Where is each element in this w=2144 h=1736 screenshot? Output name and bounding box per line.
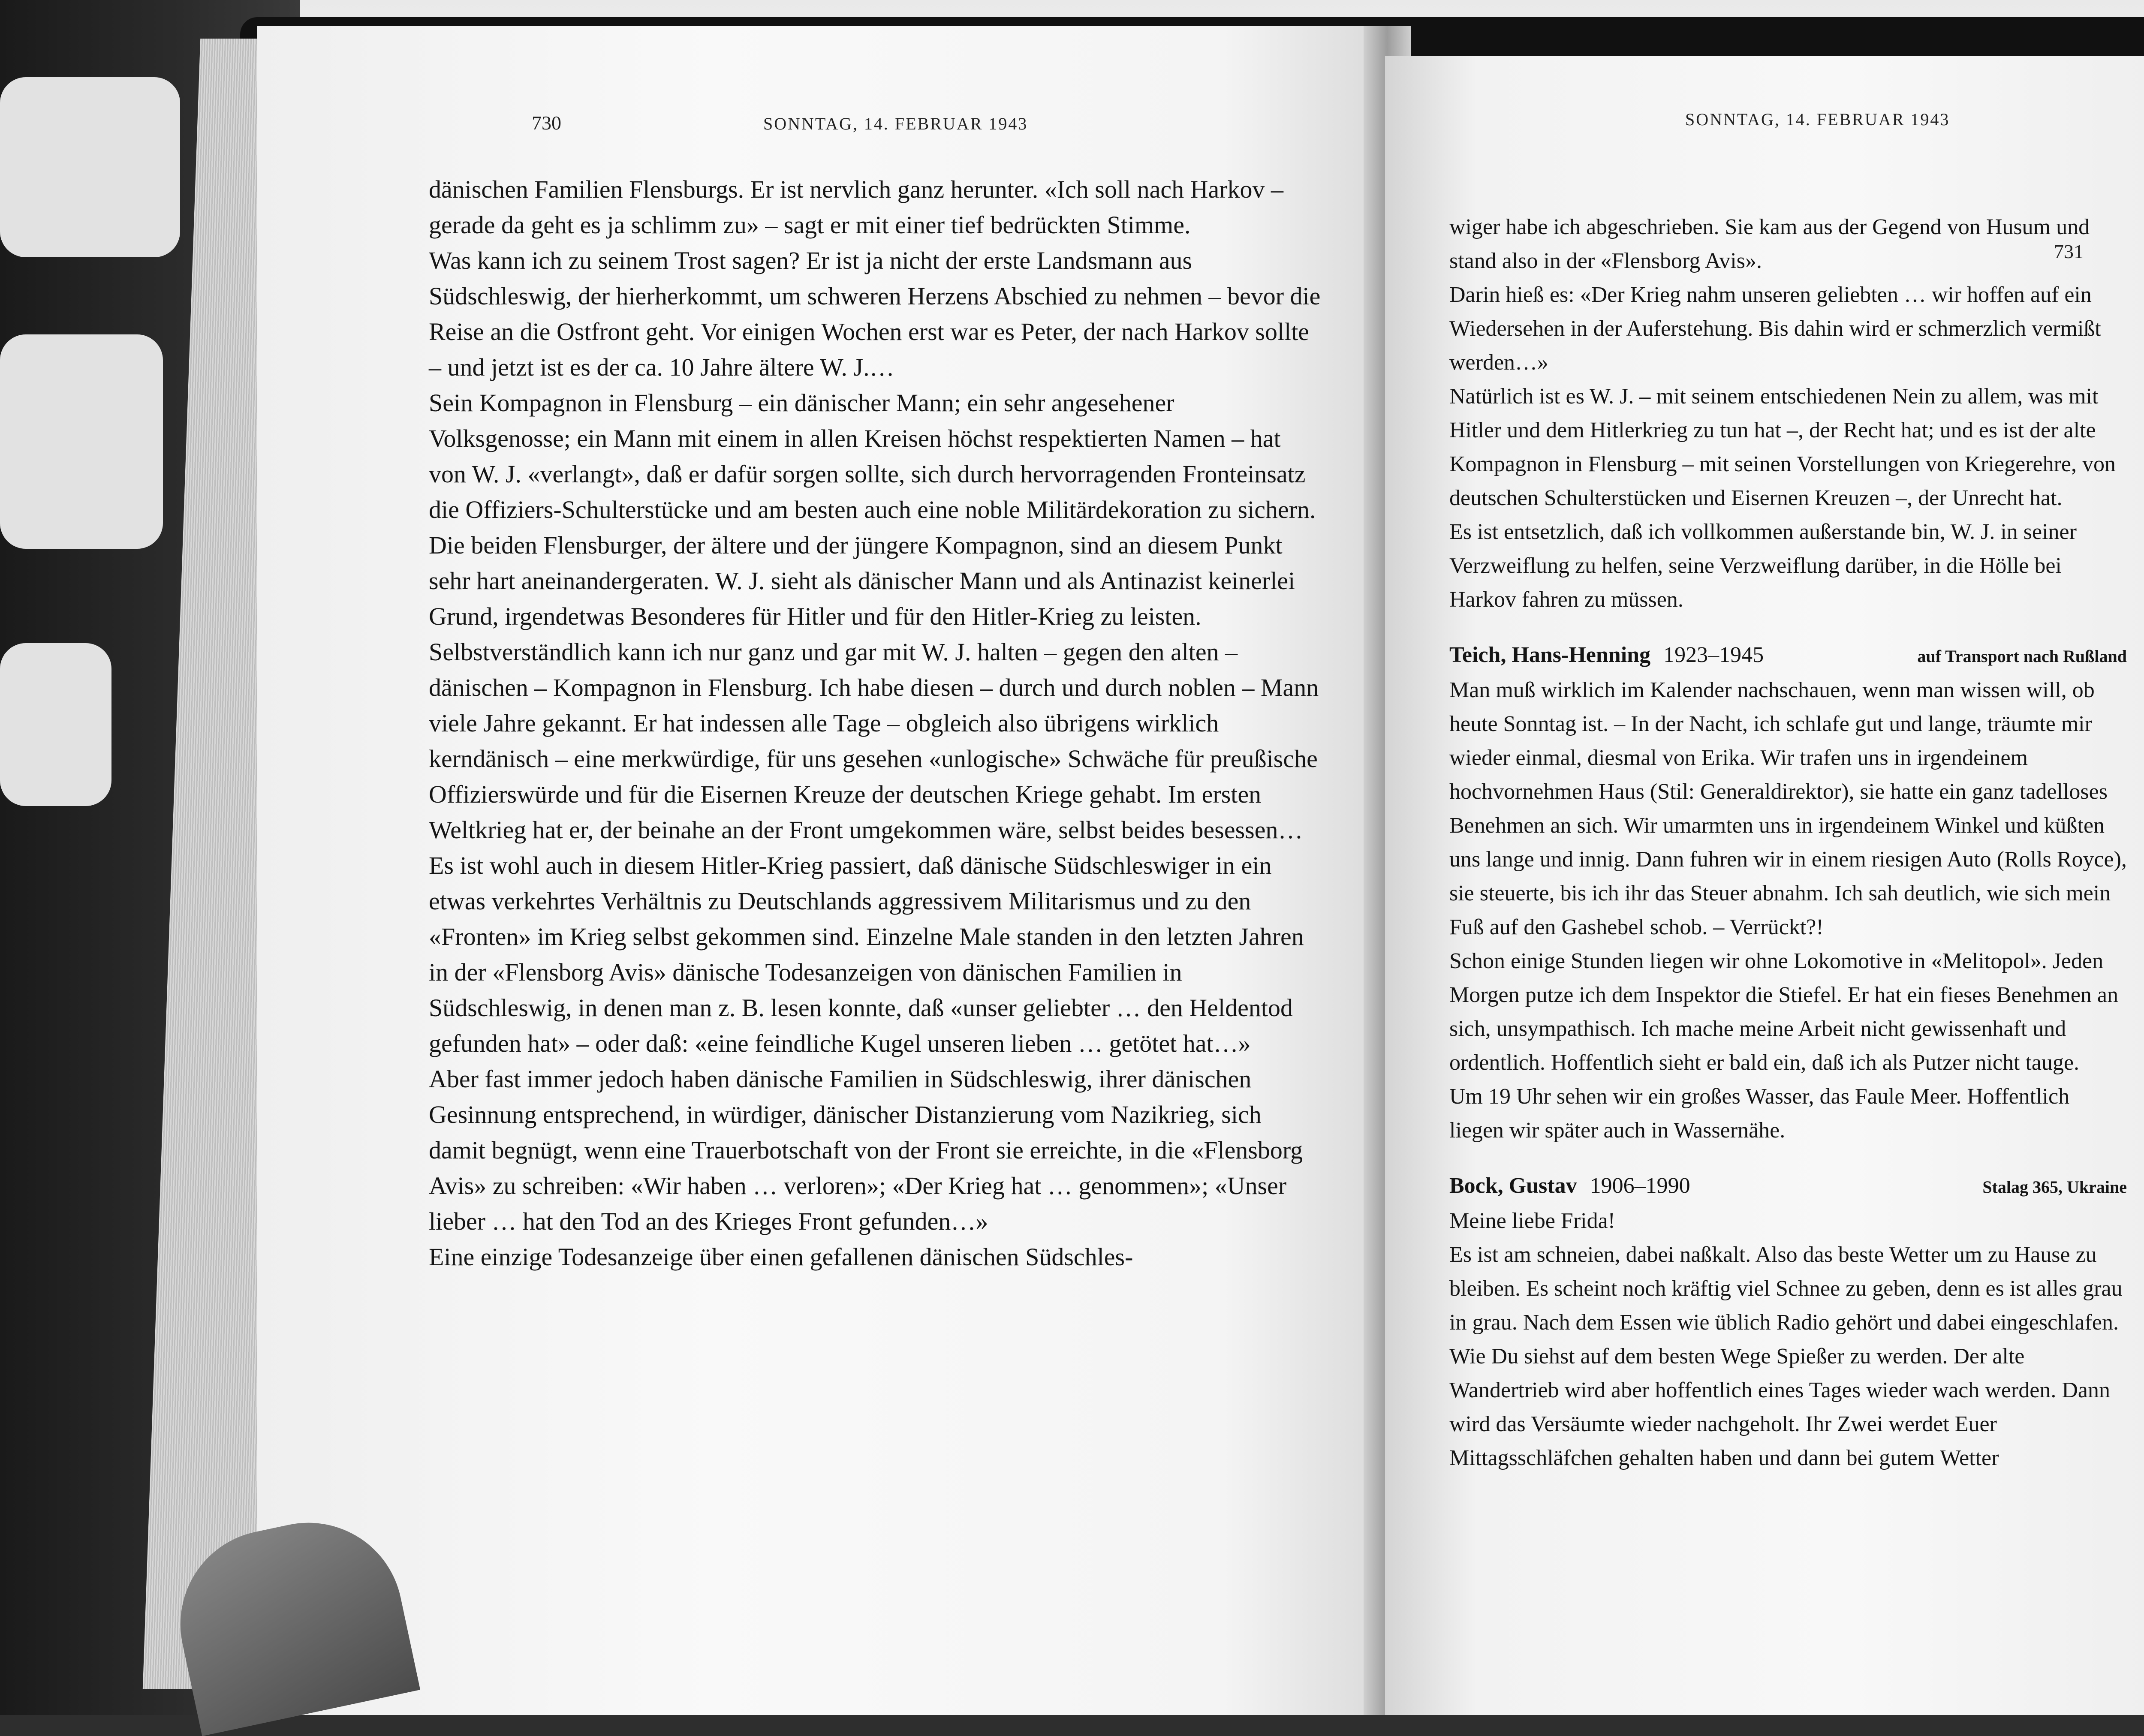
left-page: [257, 26, 1394, 1715]
entry-location: auf Transport nach Rußland: [1917, 647, 2127, 666]
author-years: 1923–1945: [1663, 643, 1764, 667]
page-number: 731: [2054, 241, 2084, 262]
foam-block: [0, 77, 180, 257]
paragraph: Darin hieß es: «Der Krieg nahm unseren geliebten … wir hoffen auf ein Wiedersehen in der Auferstehung. Bis dahin wird er schmerzlich vermißt werden…»: [1449, 283, 2101, 375]
paragraph: Natürlich ist es W. J. – mit seinem entschiedenen Nein zu allem, was mit Hitler und dem Hitlerkrieg zu tun hat –, der Recht hat; und es ist der alte Kompagnon in Flensburg – mit seinen Vorstellungen von Kriegerehre, von deutschen Schulterstücken und Eisernen Kreuzen –, der Unrecht hat.: [1449, 384, 2116, 510]
entry-location: Stalag 365, Ukraine: [1982, 1177, 2127, 1197]
paragraph: Eine einzige Todesanzeige über einen gefallenen dänischen Südschles-: [429, 1243, 1133, 1271]
paragraph: Man muß wirklich im Kalender nachschauen, wenn man wissen will, ob heute Sonntag ist. – In der Nacht, ich schlafe gut und lange, träumte mir wieder einmal, diesmal von Erika. Wir trafen uns in irgendeinem hochvornehmen Haus (Stil: Generaldirektor), sie hatte ein ganz tadelloses Benehmen an sich. Wir umarmten uns in irgendeinem Winkel und küßten uns lange und innig. Dann fuhren wir in einem riesigen Auto (Rolls Royce), sie steuerte, bis ich ihr das Steuer abnahm. Ich sah deutlich, wie sich mein Fuß auf den Gashebel schob. – Verrückt?!: [1449, 678, 2127, 939]
paragraph: Meine liebe Frida!: [1449, 1209, 1615, 1233]
paragraph: Schon einige Stunden liegen wir ohne Lokomotive in «Melitopol». Jeden Morgen putze ich dem Inspektor die Stiefel. Er hat ein fieses Benehmen an sich, unsympathisch. Ich mache meine Arbeit nicht gewissenhaft und ordentlich. Hoffentlich sieht er bald ein, daß ich als Putzer nicht tauge.: [1449, 949, 2118, 1075]
right-page: [1385, 56, 2144, 1715]
page-number: 730: [532, 112, 561, 134]
paragraph: Selbstverständlich kann ich nur ganz und gar mit W. J. halten – gegen den alten – dänischen – Kompagnon in Flensburg. Ich habe diesen – durch und durch noblen – Mann viele Jahre gekannt. Er hat indessen alle Tage – obgleich also übrigens wirklich kerndänisch – eine merkwürdige, für uns gesehen «unlogische» Schwäche für preußische Offizierswürde und für die Eisernen Kreuze der deutschen Kriege gehabt. Im ersten Weltkrieg hat er, der beinahe an der Front umgekommen wäre, selbst beides besessen…: [429, 638, 1319, 844]
author-years: 1906–1990: [1590, 1173, 1690, 1198]
paragraph: Es ist entsetzlich, daß ich vollkommen außerstande bin, W. J. in seiner Verzweiflung zu helfen, seine Verzweiflung darüber, in die Hölle bei Harkov fahren zu müssen.: [1449, 520, 2077, 612]
running-head: SONNTAG, 14. FEBRUAR 1943: [1685, 110, 1950, 129]
paragraph: Es ist am schneien, dabei naßkalt. Also das beste Wetter um zu Hause zu bleiben. Es scheint noch kräftig viel Schnee zu geben, denn es ist alles grau in grau. Nach dem Essen wie üblich Radio gehört und dabei eingeschlafen. Wie Du siehst auf dem besten Wege Spießer zu werden. Der alte Wandertrieb wird aber hoffentlich eines Tages wieder wach werden. Dann wird das Versäumte wieder nachgeholt. Ihr Zwei werdet Euer Mittagsschläfchen gehalten haben und dann bei gutem Wetter: [1449, 1243, 2123, 1470]
paragraph: Es ist wohl auch in diesem Hitler-Krieg passiert, daß dänische Südschleswiger in ein etwas verkehrtes Verhältnis zu Deutschlands aggressivem Militarismus und zu den «Fronten» im Krieg selbst gekommen sind. Einzelne Male standen in den letzten Jahren in der «Flensborg Avis» dänische Todesanzeigen von dänischen Familien in Südschleswig, in denen man z. B. lesen konnte, daß «unser geliebter … den Heldentod gefunden hat» – oder daß: «eine feindliche Kugel unseren lieben … getötet hat…»: [429, 851, 1304, 1057]
author-name: Teich, Hans-Henning: [1449, 643, 1651, 667]
author-name: Bock, Gustav: [1449, 1173, 1577, 1198]
diary-entry-header: [1449, 638, 2127, 673]
paragraph: Sein Kompagnon in Flensburg – ein dänischer Mann; ein sehr angesehener Volksgenosse; ein Mann mit einem in allen Kreisen höchst respektierten Namen – hat von W. J. «verlangt», daß er dafür sorgen sollte, sich durch hervorragenden Fronteinsatz die Offiziers-Schulterstücke und am besten auch eine noble Militärdekoration zu sichern. Die beiden Flensburger, der ältere und der jüngere Kompagnon, sind an diesem Punkt sehr hart aneinandergeraten. W. J. sieht als dänischer Mann und als Antinazist keinerlei Grund, irgendetwas Besonderes für Hitler und für den Hitler-Krieg zu leisten.: [429, 389, 1316, 630]
paragraph: dänischen Familien Flensburgs. Er ist nervlich ganz herunter. «Ich soll nach Harkov – gerade da geht es ja schlimm zu» – sagt er mit einer tief bedrückten Stimme.: [429, 175, 1284, 239]
diary-entry-header: [1449, 1169, 2127, 1204]
paragraph: Um 19 Uhr sehen wir ein großes Wasser, das Faule Meer. Hoffentlich liegen wir später auch in Wassernähe.: [1449, 1084, 2070, 1143]
right-page-text: [1449, 210, 2127, 1475]
foam-block: [0, 334, 163, 549]
paragraph: Aber fast immer jedoch haben dänische Familien in Südschleswig, ihrer dänischen Gesinnung entsprechend, in würdiger, dänischer Distanzierung vom Nazikrieg, sich damit begnügt, wenn eine Trauerbotschaft von der Front sie erreichte, in die «Flensborg Avis» zu schreiben: «Wir haben … verloren»; «Der Krieg hat … genommen»; «Unser lieber … hat den Tod an des Krieges Front gefunden…»: [429, 1065, 1303, 1235]
foam-block: [0, 643, 111, 806]
paragraph: Was kann ich zu seinem Trost sagen? Er ist ja nicht der erste Landsmann aus Südschleswig, der hierherkommt, um schweren Herzens Abschied zu nehmen – bevor die Reise an die Ostfront geht. Vor einigen Wochen erst war es Peter, der nach Harkov sollte – und jetzt ist es der ca. 10 Jahre ältere W. J.…: [429, 247, 1321, 381]
left-page-text: [429, 171, 1321, 1275]
running-head: SONNTAG, 14. FEBRUAR 1943: [763, 114, 1028, 133]
paragraph: wiger habe ich abgeschrieben. Sie kam aus der Gegend von Husum und stand also in der «Flensborg Avis».: [1449, 215, 2090, 273]
